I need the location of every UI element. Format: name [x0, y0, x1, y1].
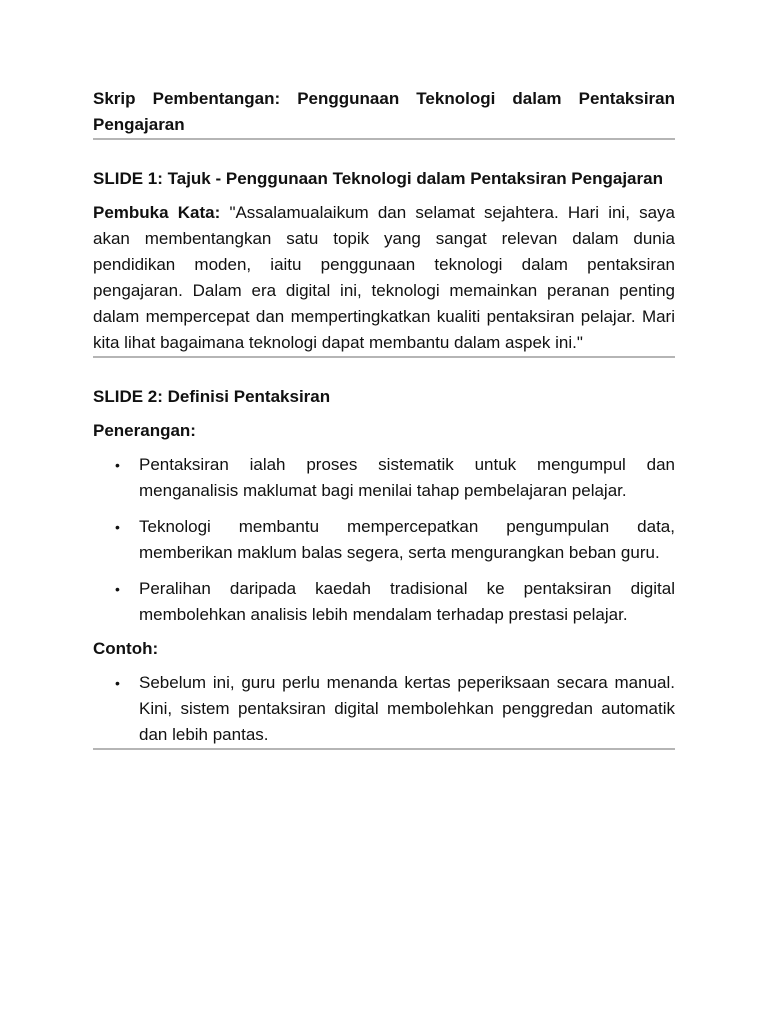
slide-1-opening-paragraph — [93, 200, 675, 356]
list-item-text: Peralihan daripada kaedah tradisional ke pentaksiran digital membolehkan analisis lebih mendalam terhadap prestasi pelajar. — [139, 579, 675, 624]
document-title: Skrip Pembentangan: Penggunaan Teknologi dalam Pentaksiran Pengajaran — [93, 89, 675, 134]
list-item-text: Teknologi membantu mempercepatkan pengumpulan data, memberikan maklum balas segera, serta mengurangkan beban guru. — [139, 517, 675, 562]
opening-label: Pembuka Kata: — [93, 203, 221, 222]
slide-1-heading: SLIDE 1: Tajuk - Penggunaan Teknologi dalam Pentaksiran Pengajaran — [93, 169, 663, 188]
section-divider — [93, 356, 675, 358]
example-list — [93, 670, 675, 748]
list-item — [93, 670, 675, 748]
bullet-icon: • — [115, 457, 120, 473]
example-label: Contoh: — [93, 639, 159, 658]
section-divider — [93, 138, 675, 140]
explanation-list — [93, 452, 675, 628]
bullet-icon: • — [115, 675, 120, 691]
list-item-text: Sebelum ini, guru perlu menanda kertas peperiksaan secara manual. Kini, sistem pentaksiran digital membolehkan penggredan automatik dan lebih pantas. — [139, 673, 675, 744]
list-item — [93, 576, 675, 628]
bullet-icon: • — [115, 581, 120, 597]
document-page — [93, 0, 675, 750]
bullet-icon: • — [115, 519, 120, 535]
opening-text: "Assalamualaikum dan selamat sejahtera. Hari ini, saya akan membentangkan satu topik yang sangat relevan dalam dunia pendidikan moden, iaitu penggunaan teknologi dalam pentaksiran pengajaran. Dalam era digital ini, teknologi memainkan peranan penting dalam mempercepat dan mempertingkatkan kualiti pentaksiran pelajar. Mari kita lihat bagaimana teknologi dapat membantu dalam aspek ini." — [93, 203, 675, 352]
list-item-text: Pentaksiran ialah proses sistematik untuk mengumpul dan menganalisis maklumat bagi menilai tahap pembelajaran pelajar. — [139, 455, 675, 500]
explanation-label: Penerangan: — [93, 421, 196, 440]
slide-2-heading: SLIDE 2: Definisi Pentaksiran — [93, 387, 331, 406]
section-divider — [93, 748, 675, 750]
list-item — [93, 452, 675, 504]
list-item — [93, 514, 675, 566]
